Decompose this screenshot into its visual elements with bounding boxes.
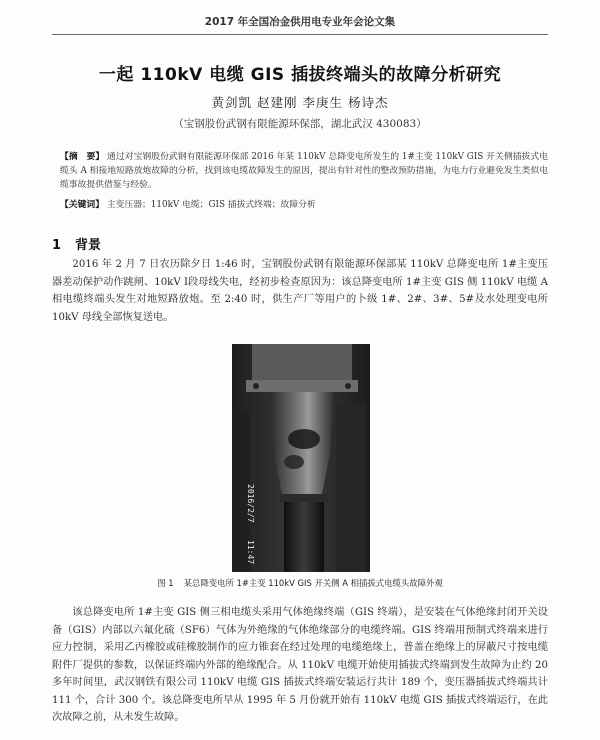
paper-title: 一起 110kV 电缆 GIS 插拔终端头的故障分析研究 [98, 65, 502, 85]
section-heading [52, 234, 101, 253]
paper-authors: 黄剑凯 赵建刚 李庚生 杨诗杰 [211, 95, 389, 110]
figure-caption-text: 某总降变电所 1#主变 110kV GIS 开关侧 A 相插拔式电缆头故障外观 [183, 578, 443, 588]
figure-number: 图 1 [157, 578, 174, 588]
keywords-block [60, 198, 548, 212]
body-paragraph-1: 2016 年 2 月 7 日农历除夕日 1:46 时，宝钢股份武钢有限能源环保部某 110kV 总降变电所 1#主变压器差动保护动作跳闸、10kV Ⅰ段母线失电，经初步检查原因为：该总降变电所 1#主变 GIS 侧 110kV 电缆 A 相电缆终端头发生对地短路放炮。至 2:40 时，供生产厂等用户的卜级 1#、2#、3#、5#及水处理变电所 10kV 母线全部恢复送电。 [52, 259, 548, 323]
photo-date-stamp: 2016/2/7 [246, 484, 255, 523]
section-number: 1 [52, 238, 62, 253]
section-title: 背景 [75, 238, 102, 253]
keywords-text: 主变压器；110kV 电缆；GIS 插拔式终端；故障分析 [106, 200, 316, 210]
paper-affiliation: （宝钢股份武钢有限能源环保部，湖北武汉 430083） [173, 118, 427, 130]
figure-caption [0, 577, 600, 589]
figure-photo [232, 344, 370, 572]
abstract-text: 通过对宝钢股份武钢有限能源环保部 2016 年某 110kV 总降变电所发生的 1#主变 110kV GIS 开关侧插拔式电缆头 A 相接地短路放炮故障的分析，找到该电缆故障发生的原因，提出有针对性的整改预防措施，为电力行业避免发生类似电缆事故提供借鉴与经验。 [60, 152, 548, 190]
abstract-tag: 【摘 要】 [60, 152, 105, 162]
abstract-block [60, 150, 548, 192]
running-header: 2017 年全国冶金供用电专业年会论文集 [204, 16, 396, 28]
header-rule [52, 34, 548, 35]
body-paragraph-2: 该总降变电所 1#主变 GIS 侧三相电缆头采用气体绝缘终端（GIS 终端），是安装在气体绝缘封闭开关设备（GIS）内部以六氟化硫（SF6）气体为外绝缘的气体绝缘部分的电缆终端。GIS 终端用预制式终端来进行应力控制，采用乙丙橡胶或硅橡胶制作的应力锥套在经过处理的电缆绝缘上，普盖在绝缘上的屏蔽尺寸按电缆附件厂提供的参数，以保证终端内外部的绝缘配合。从 110kV 电缆开始使用插拔式终端到发生故障为止约 20 多年时间里，武汉钢铁有限公司 110kV 电缆 GIS 插拔式终端安装运行共计 189 个，变压器插拔式终端共计 111 个，合计 300 个。该总降变电所早从 1995 年 5 月份就开始有 110kV 电缆 GIS 插拔式终端运行，在此次故障之前，从未发生故障。 [52, 607, 548, 723]
cable-termination-photo [232, 344, 370, 572]
photo-time-stamp: 11:47 [246, 540, 255, 565]
keywords-tag: 【关键词】 [60, 200, 104, 210]
